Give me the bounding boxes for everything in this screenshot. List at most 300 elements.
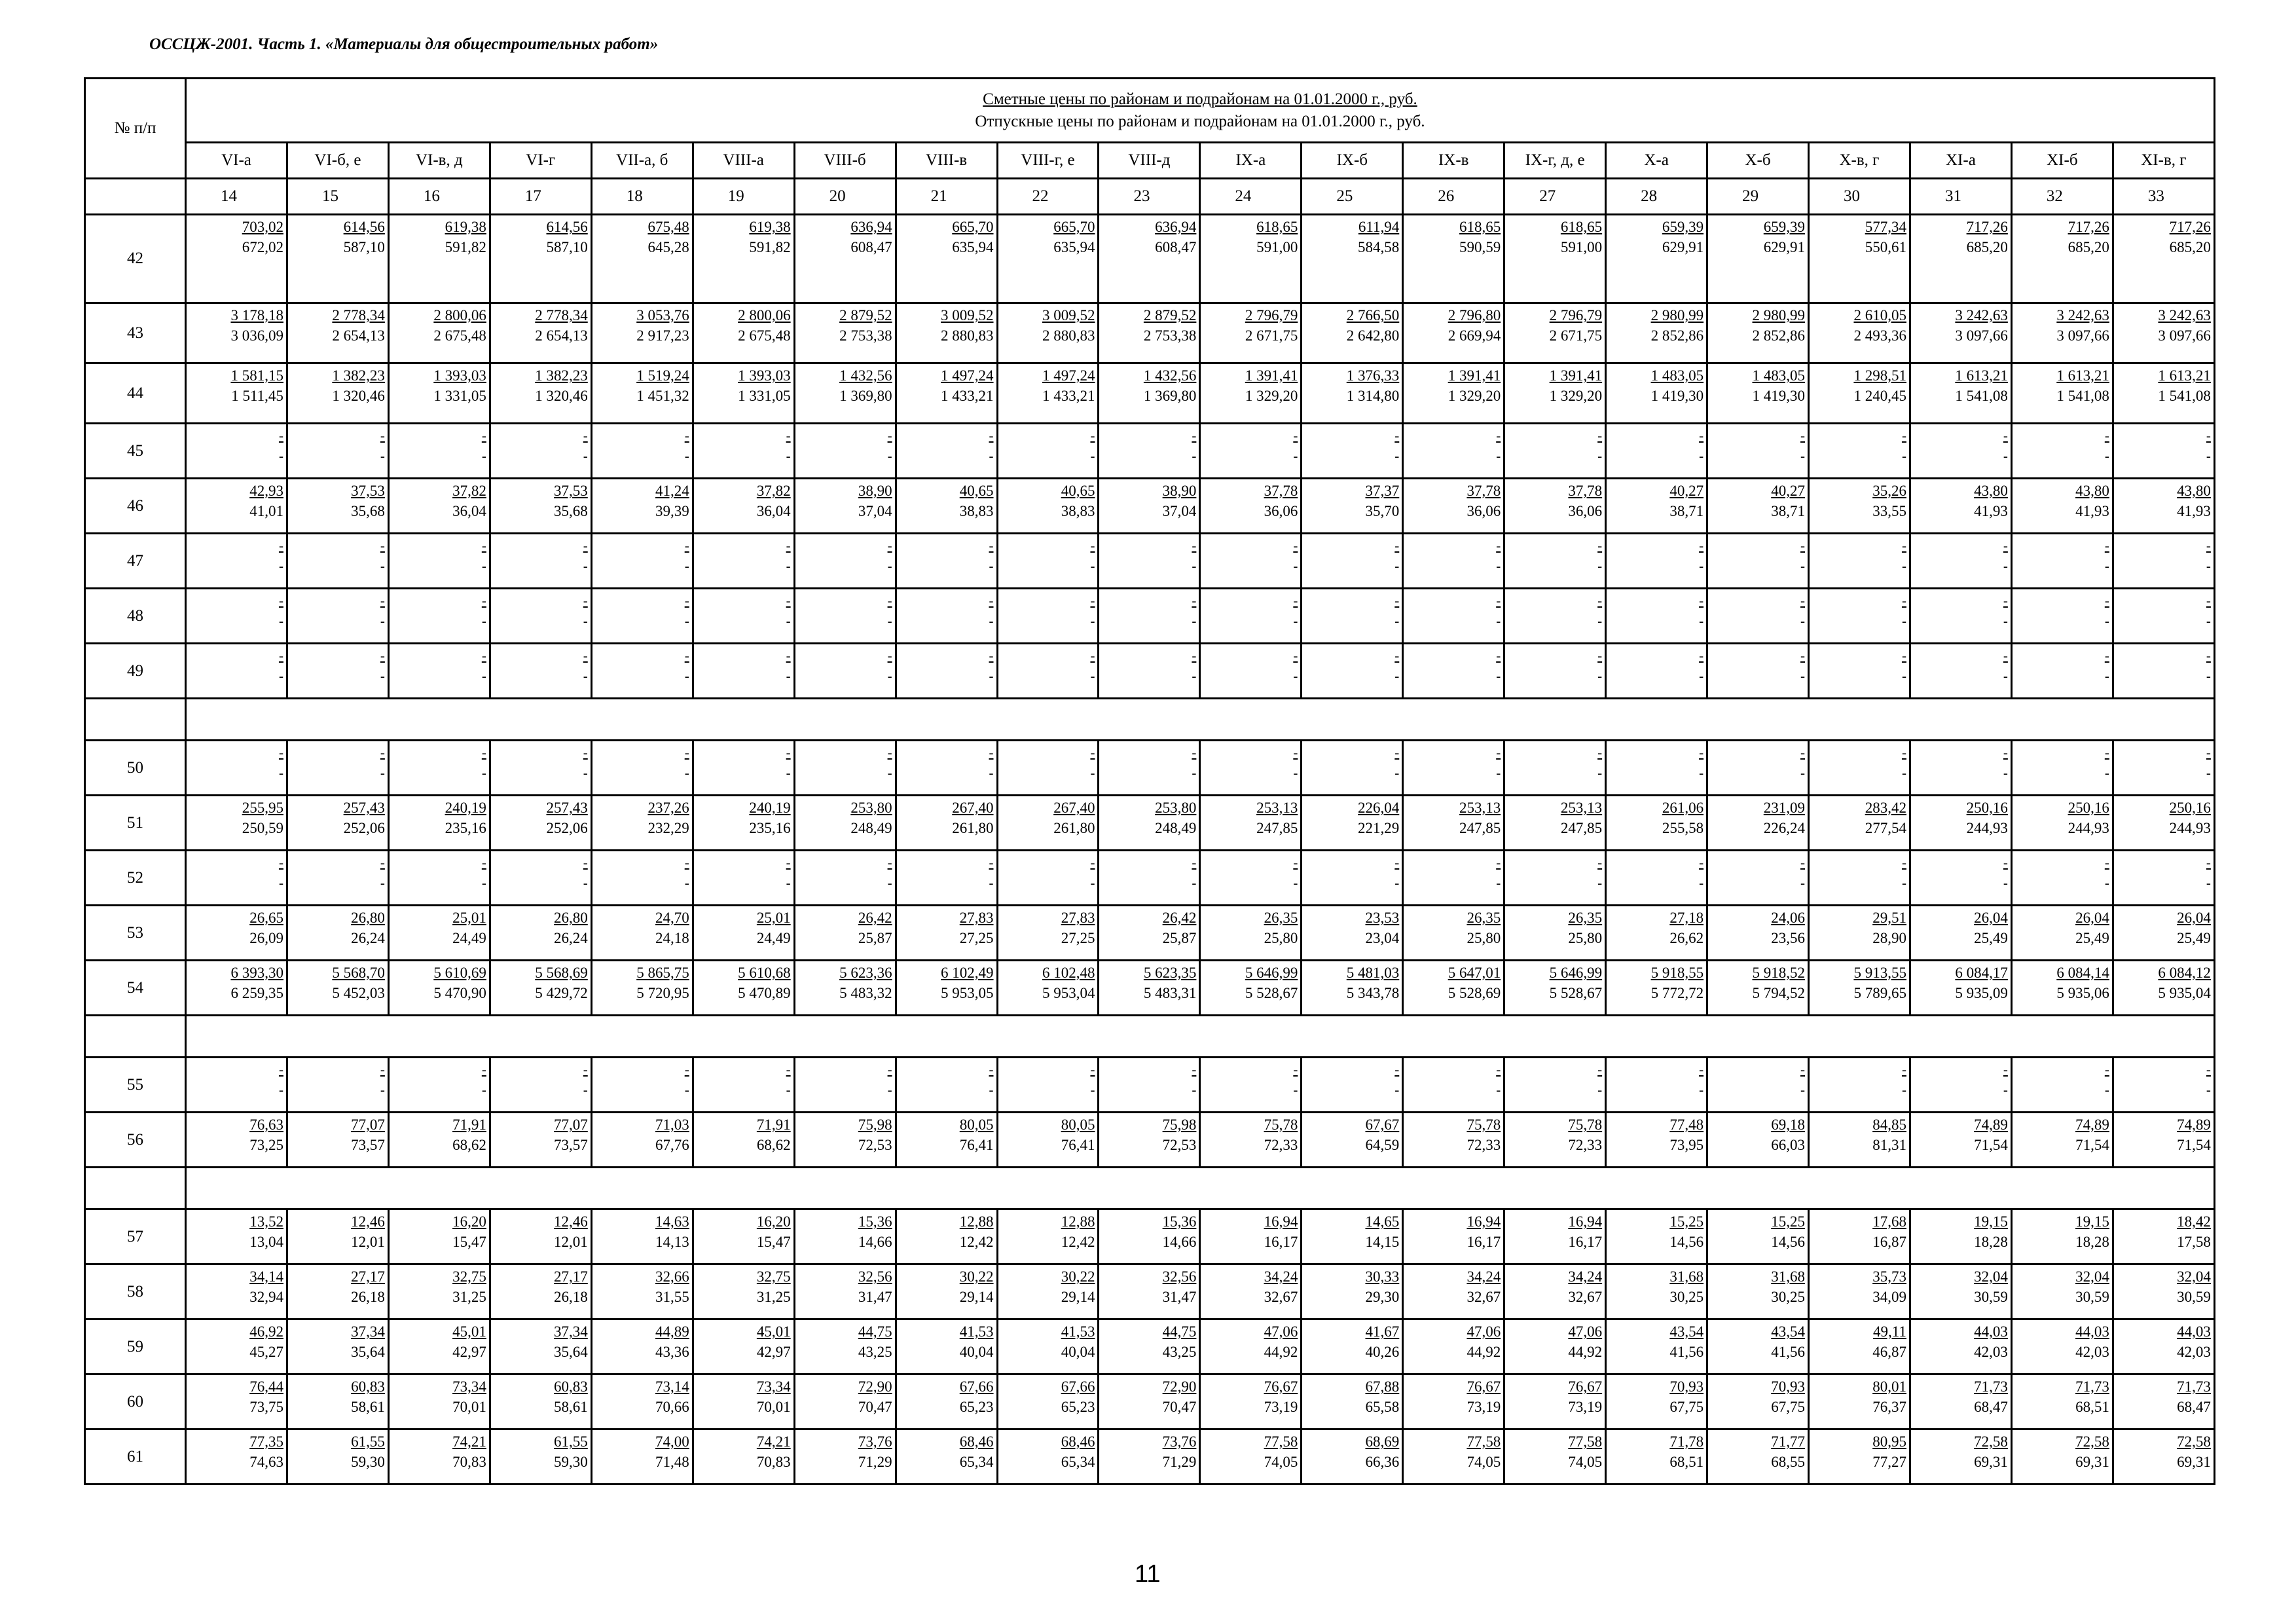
release-price: 2 675,48 [433, 327, 486, 344]
estimated-price: - [278, 855, 283, 870]
row-number: 48 [85, 589, 186, 644]
release-price: 5 794,52 [1752, 985, 1805, 1001]
estimated-price: 1 497,24 [941, 367, 994, 384]
price-cell [794, 215, 896, 303]
price-cell [1707, 363, 1809, 424]
price-cell [997, 851, 1099, 906]
estimated-price: 283,42 [1865, 800, 1906, 816]
release-price: - [684, 448, 689, 464]
price-cell [2011, 1430, 2113, 1485]
price-cell [490, 424, 591, 479]
estimated-price: 2 796,79 [1245, 307, 1298, 323]
price-cell [1606, 1320, 1707, 1375]
release-price: 1 320,46 [332, 388, 385, 404]
price-cell [1606, 424, 1707, 479]
estimated-price: 1 483,05 [1650, 367, 1704, 384]
release-price: - [786, 668, 791, 684]
price-cell [287, 1320, 388, 1375]
price-cell [1809, 215, 1910, 303]
estimated-price: 253,13 [1459, 800, 1501, 816]
release-price: - [1192, 613, 1197, 629]
estimated-price: 1 581,15 [230, 367, 283, 384]
release-price: 68,47 [2177, 1399, 2211, 1415]
column-number: 22 [997, 179, 1099, 215]
estimated-price: - [1901, 593, 1906, 608]
price-cell [1403, 796, 1504, 851]
price-cell [591, 1375, 693, 1430]
release-price: - [2104, 613, 2109, 629]
release-price: 67,76 [655, 1137, 689, 1153]
estimated-price: 6 393,30 [230, 965, 283, 981]
estimated-price: 255,95 [242, 800, 283, 816]
release-price: 261,80 [1053, 820, 1095, 836]
estimated-price: 12,88 [1061, 1213, 1095, 1230]
estimated-price: 43,80 [2075, 483, 2109, 499]
estimated-price: 42,93 [249, 483, 283, 499]
release-price: - [1800, 558, 1805, 574]
row-number: 43 [85, 303, 186, 363]
release-price: 32,67 [1264, 1289, 1298, 1305]
estimated-price: - [1800, 745, 1805, 760]
price-cell [2113, 479, 2214, 534]
price-cell [896, 1113, 997, 1168]
release-price: - [1597, 558, 1603, 574]
region-header: VIII-б [794, 143, 896, 179]
estimated-price: 43,54 [1771, 1323, 1805, 1340]
price-cell [388, 1430, 490, 1485]
release-price: 73,75 [249, 1399, 283, 1415]
estimated-price: 73,34 [452, 1378, 486, 1395]
release-price: - [1192, 558, 1197, 574]
estimated-price: 76,67 [1568, 1378, 1603, 1395]
release-price: - [2003, 1082, 2008, 1098]
row-number: 52 [85, 851, 186, 906]
price-cell [1200, 906, 1302, 961]
estimated-price: 12,46 [351, 1213, 385, 1230]
price-cell [1099, 961, 1200, 1016]
estimated-price: 44,75 [858, 1323, 892, 1340]
release-price: 44,92 [1467, 1344, 1501, 1360]
price-cell [1707, 906, 1809, 961]
estimated-price: - [887, 1061, 892, 1077]
page-number: 11 [1135, 1560, 1161, 1588]
price-cell [2011, 741, 2113, 796]
release-price: - [481, 765, 486, 781]
release-price: - [380, 1082, 385, 1098]
price-cell [1910, 479, 2011, 534]
price-cell [2011, 1375, 2113, 1430]
estimated-price: 32,04 [2075, 1268, 2109, 1285]
price-cell [693, 851, 794, 906]
estimated-price: 14,63 [655, 1213, 689, 1230]
release-price: - [2104, 765, 2109, 781]
estimated-price: - [1597, 855, 1603, 870]
price-cell [1504, 1430, 1606, 1485]
release-price: 1 419,30 [1650, 388, 1704, 404]
release-price: - [1192, 875, 1197, 891]
price-cell [1200, 479, 1302, 534]
release-price: 25,80 [1467, 930, 1501, 946]
price-cell [1302, 1430, 1403, 1485]
release-price: 17,58 [2177, 1234, 2211, 1250]
release-price: - [481, 448, 486, 464]
price-cell [1200, 1320, 1302, 1375]
estimated-price: 1 613,21 [2158, 367, 2211, 384]
estimated-price: 659,39 [1662, 219, 1704, 235]
release-price: 41,93 [1974, 503, 2008, 519]
release-price: 261,80 [952, 820, 994, 836]
price-cell [2113, 1113, 2214, 1168]
estimated-price: - [1699, 428, 1704, 443]
price-cell [1403, 363, 1504, 424]
release-price: - [1699, 613, 1704, 629]
estimated-price: - [278, 538, 283, 553]
price-cell [1606, 961, 1707, 1016]
separator-row [85, 1016, 2215, 1058]
estimated-price: - [1699, 648, 1704, 663]
table-row [85, 1058, 2215, 1113]
estimated-price: 35,73 [1872, 1268, 1906, 1285]
estimated-price: 675,48 [647, 219, 689, 235]
estimated-price: - [989, 593, 994, 608]
price-cell [1403, 1209, 1504, 1264]
region-header: VII-а, б [591, 143, 693, 179]
estimated-price: - [278, 648, 283, 663]
region-header: VIII-д [1099, 143, 1200, 179]
estimated-price: - [1293, 745, 1298, 760]
release-price: 73,57 [351, 1137, 385, 1153]
price-cell [388, 1209, 490, 1264]
release-price: 65,34 [959, 1454, 994, 1470]
release-price: 58,61 [554, 1399, 588, 1415]
estimated-price: - [1293, 428, 1298, 443]
column-number: 21 [896, 179, 997, 215]
release-price: 45,27 [249, 1344, 283, 1360]
price-cell [2011, 303, 2113, 363]
estimated-price: 27,83 [1061, 910, 1095, 926]
release-price: 1 329,20 [1448, 388, 1501, 404]
estimated-price: 71,73 [2177, 1378, 2211, 1395]
release-price: 77,27 [1872, 1454, 1906, 1470]
release-price: - [1293, 558, 1298, 574]
estimated-price: 257,43 [343, 800, 385, 816]
price-cell [1606, 534, 1707, 589]
price-cell [1200, 215, 1302, 303]
price-cell [2113, 534, 2214, 589]
estimated-price: 2 800,06 [433, 307, 486, 323]
release-price: - [1699, 668, 1704, 684]
price-cell [591, 363, 693, 424]
price-cell [388, 589, 490, 644]
release-price: 2 753,38 [839, 327, 892, 344]
estimated-price: - [2206, 538, 2211, 553]
release-price: - [1394, 1082, 1400, 1098]
release-price: - [684, 875, 689, 891]
price-cell [2113, 589, 2214, 644]
estimated-price: 257,43 [546, 800, 588, 816]
price-cell [186, 303, 287, 363]
release-price: - [481, 1082, 486, 1098]
price-cell [997, 1058, 1099, 1113]
release-price: 25,49 [2075, 930, 2109, 946]
estimated-price: - [1496, 745, 1501, 760]
release-price: 36,04 [452, 503, 486, 519]
release-price: 31,55 [655, 1289, 689, 1305]
price-cell [1200, 851, 1302, 906]
price-cell [693, 589, 794, 644]
release-price: 29,14 [1061, 1289, 1095, 1305]
release-price: - [380, 448, 385, 464]
price-cell [1403, 303, 1504, 363]
price-cell [1707, 534, 1809, 589]
estimated-price: 37,34 [554, 1323, 588, 1340]
estimated-price: - [1800, 855, 1805, 870]
estimated-price: 37,53 [351, 483, 385, 499]
release-price: - [278, 558, 283, 574]
estimated-price: 1 613,21 [1955, 367, 2008, 384]
price-cell [896, 303, 997, 363]
price-cell [1504, 1058, 1606, 1113]
price-cell [2113, 363, 2214, 424]
estimated-price: - [2104, 538, 2109, 553]
estimated-price: - [887, 855, 892, 870]
release-price: 76,37 [1872, 1399, 1906, 1415]
estimated-price: 1 393,03 [433, 367, 486, 384]
estimated-price: 3 242,63 [2056, 307, 2109, 323]
column-number: 24 [1200, 179, 1302, 215]
region-header: VIII-г, е [997, 143, 1099, 179]
price-cell [1403, 534, 1504, 589]
estimated-price: 636,94 [1155, 219, 1197, 235]
estimated-price: - [684, 745, 689, 760]
release-price: 32,94 [249, 1289, 283, 1305]
release-price: 44,92 [1264, 1344, 1298, 1360]
release-price: - [1394, 613, 1400, 629]
price-cell [1910, 363, 2011, 424]
estimated-price: - [1192, 428, 1197, 443]
price-cell [693, 1058, 794, 1113]
estimated-price: 27,18 [1669, 910, 1704, 926]
separator-row [85, 699, 2215, 741]
estimated-price: - [1394, 855, 1400, 870]
price-cell [1606, 1375, 1707, 1430]
price-cell [186, 1320, 287, 1375]
separator-cell [85, 1016, 186, 1058]
release-price: 38,71 [1669, 503, 1704, 519]
release-price: 1 320,46 [535, 388, 588, 404]
estimated-price: 40,27 [1771, 483, 1805, 499]
release-price: 38,83 [959, 503, 994, 519]
price-cell [1707, 1264, 1809, 1320]
estimated-price: 665,70 [1053, 219, 1095, 235]
price-cell [794, 644, 896, 699]
estimated-price: 41,24 [655, 483, 689, 499]
price-cell [287, 424, 388, 479]
price-cell [1809, 534, 1910, 589]
price-cell [287, 1375, 388, 1430]
estimated-price: 43,80 [2177, 483, 2211, 499]
release-price: - [1597, 613, 1603, 629]
region-header: IX-г, д, е [1504, 143, 1606, 179]
table-row [85, 906, 2215, 961]
estimated-price: 5 481,03 [1346, 965, 1400, 981]
price-cell [490, 479, 591, 534]
release-price: 40,04 [959, 1344, 994, 1360]
price-cell [693, 1209, 794, 1264]
release-price: 685,20 [2169, 239, 2211, 255]
estimated-price: 67,66 [959, 1378, 994, 1395]
price-cell [1403, 589, 1504, 644]
estimated-price: - [1800, 428, 1805, 443]
release-price: 232,29 [647, 820, 689, 836]
release-price: 35,68 [554, 503, 588, 519]
price-cell [287, 1058, 388, 1113]
release-price: 73,19 [1467, 1399, 1501, 1415]
row-number: 49 [85, 644, 186, 699]
estimated-price: 32,56 [1162, 1268, 1197, 1285]
estimated-price: - [1090, 745, 1095, 760]
release-price: - [481, 668, 486, 684]
estimated-price: 30,22 [1061, 1268, 1095, 1285]
release-price: 81,31 [1872, 1137, 1906, 1153]
price-cell [287, 741, 388, 796]
price-cell [388, 796, 490, 851]
price-cell [2113, 796, 2214, 851]
price-cell [997, 363, 1099, 424]
estimated-price: - [1090, 855, 1095, 870]
table-row [85, 1430, 2215, 1485]
price-cell [1200, 1113, 1302, 1168]
release-price: 12,01 [554, 1234, 588, 1250]
estimated-price: 34,24 [1568, 1268, 1603, 1285]
release-price: 14,13 [655, 1234, 689, 1250]
estimated-price: 15,25 [1771, 1213, 1805, 1230]
price-cell [1910, 1209, 2011, 1264]
price-cell [388, 1320, 490, 1375]
price-cell [1910, 1264, 2011, 1320]
price-cell [794, 796, 896, 851]
price-cell [1606, 1264, 1707, 1320]
estimated-price: - [481, 593, 486, 608]
price-cell [591, 851, 693, 906]
price-cell [490, 363, 591, 424]
release-price: - [1800, 448, 1805, 464]
table-row [85, 424, 2215, 479]
estimated-price: 1 483,05 [1752, 367, 1805, 384]
estimated-price: 40,27 [1669, 483, 1704, 499]
price-cell [1302, 1375, 1403, 1430]
estimated-price: 73,76 [1162, 1433, 1197, 1450]
price-cell [490, 1375, 591, 1430]
table-row [85, 589, 2215, 644]
row-number: 47 [85, 534, 186, 589]
price-cell [794, 589, 896, 644]
price-cell [1302, 851, 1403, 906]
estimated-price: 6 084,14 [2056, 965, 2109, 981]
estimated-price: 32,04 [1974, 1268, 2008, 1285]
price-cell [1302, 589, 1403, 644]
price-cell [287, 796, 388, 851]
release-price: - [786, 1082, 791, 1098]
estimated-price: - [1293, 648, 1298, 663]
estimated-price: - [481, 428, 486, 443]
price-cell [693, 303, 794, 363]
estimated-price: - [1293, 1061, 1298, 1077]
estimated-price: - [1597, 745, 1603, 760]
estimated-price: - [989, 745, 994, 760]
release-price: 15,47 [452, 1234, 486, 1250]
estimated-price: 71,73 [2075, 1378, 2109, 1395]
table-row [85, 851, 2215, 906]
release-price: 35,64 [554, 1344, 588, 1360]
estimated-price: 3 053,76 [636, 307, 689, 323]
estimated-price: 26,42 [858, 910, 892, 926]
release-price: - [583, 558, 588, 574]
price-cell [490, 1264, 591, 1320]
price-cell [1099, 534, 1200, 589]
estimated-price: 2 879,52 [839, 307, 892, 323]
price-cell [2011, 644, 2113, 699]
release-price: 5 528,67 [1245, 985, 1298, 1001]
price-cell [490, 534, 591, 589]
price-cell [1504, 479, 1606, 534]
price-cell [1200, 303, 1302, 363]
estimated-price: 26,65 [249, 910, 283, 926]
release-price: - [1496, 765, 1501, 781]
estimated-price: 32,04 [2177, 1268, 2211, 1285]
release-price: - [1394, 558, 1400, 574]
price-cell [1504, 741, 1606, 796]
release-price: - [2206, 1082, 2211, 1098]
estimated-price: 60,83 [351, 1378, 385, 1395]
price-cell [186, 741, 287, 796]
number-column-header: № п/п [85, 79, 186, 179]
price-cell [2011, 1058, 2113, 1113]
release-price: 591,82 [445, 239, 486, 255]
price-cell [1809, 796, 1910, 851]
estimated-price: 37,37 [1365, 483, 1400, 499]
release-price: - [1597, 668, 1603, 684]
price-cell [896, 479, 997, 534]
release-price: 30,59 [1974, 1289, 2008, 1305]
estimated-price: 3 009,52 [1042, 307, 1095, 323]
estimated-price: 3 242,63 [1955, 307, 2008, 323]
estimated-price: 16,94 [1467, 1213, 1501, 1230]
price-cell [1910, 1113, 2011, 1168]
estimated-price: - [2104, 1061, 2109, 1077]
estimated-price: - [1699, 1061, 1704, 1077]
release-price: - [1496, 668, 1501, 684]
release-price: 2 880,83 [941, 327, 994, 344]
estimated-price: 618,65 [1560, 219, 1603, 235]
estimated-price: 46,92 [249, 1323, 283, 1340]
price-cell [1302, 303, 1403, 363]
release-price: - [1293, 668, 1298, 684]
release-price: 252,06 [546, 820, 588, 836]
region-header: VI-а [186, 143, 287, 179]
release-price: 32,67 [1467, 1289, 1501, 1305]
price-cell [1910, 906, 2011, 961]
estimated-price: - [684, 538, 689, 553]
price-cell [794, 1264, 896, 1320]
estimated-price: 73,76 [858, 1433, 892, 1450]
release-price: 5 483,31 [1143, 985, 1197, 1001]
price-cell [1504, 961, 1606, 1016]
estimated-price: 15,25 [1669, 1213, 1704, 1230]
price-cell [1302, 644, 1403, 699]
release-price: - [1192, 668, 1197, 684]
release-price: 42,97 [452, 1344, 486, 1360]
